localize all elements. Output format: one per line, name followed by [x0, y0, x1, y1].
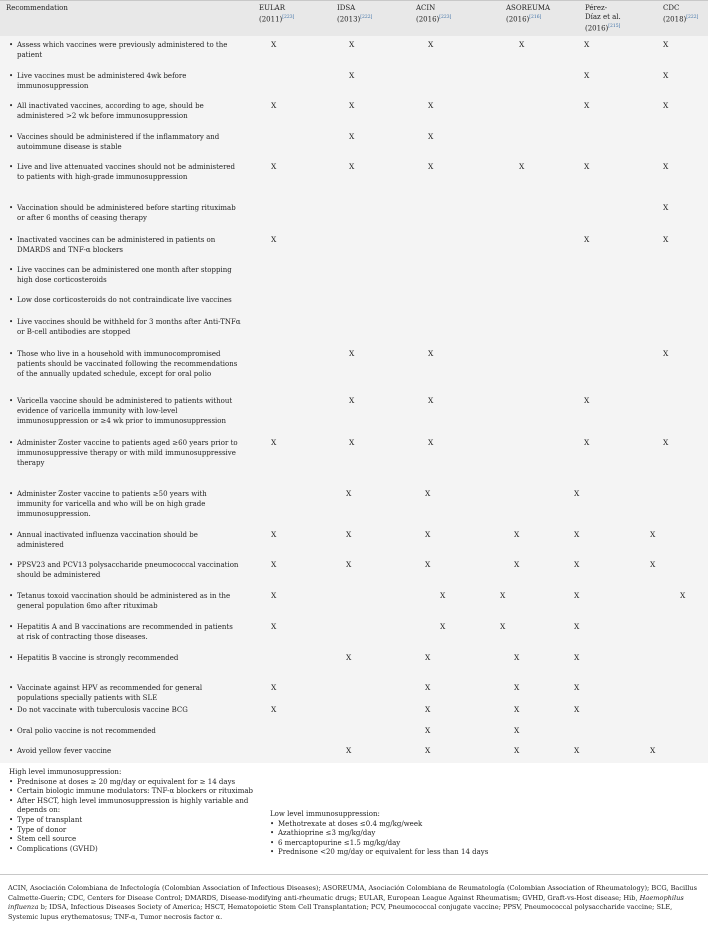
recommendation-text: [9, 71, 241, 91]
recommendation-label: Annual inactivated influenza vaccination should be administered: [17, 531, 198, 549]
footnote: [8, 884, 702, 922]
recommendation-text: [9, 295, 241, 305]
check-mark: X: [425, 683, 431, 692]
check-mark: X: [514, 560, 520, 569]
table-header: [0, 0, 708, 36]
check-mark: X: [425, 726, 431, 735]
bullet-glyph: •: [9, 236, 14, 244]
check-mark: X: [271, 705, 277, 714]
check-mark: X: [663, 438, 669, 447]
check-mark: X: [349, 162, 355, 171]
check-mark: X: [349, 71, 355, 80]
recommendation-label: Inactivated vaccines can be administered in patients on DMARDS and TNF-α blockers: [17, 236, 216, 254]
bullet-glyph: •: [9, 654, 14, 662]
check-mark: X: [271, 40, 277, 49]
check-mark: X: [271, 162, 277, 171]
check-mark: X: [574, 622, 580, 631]
check-mark: X: [349, 349, 355, 358]
table-body: [0, 36, 708, 857]
check-mark: X: [584, 162, 590, 171]
recommendation-text: [9, 101, 241, 121]
check-mark: X: [346, 530, 352, 539]
recommendation-label: Live and live attenuated vaccines should not be administered to patients with high-grade immunosuppression: [17, 163, 236, 181]
high-level-item: • Type of transplant: [9, 816, 259, 826]
check-mark: X: [584, 235, 590, 244]
check-mark: X: [680, 591, 686, 600]
check-mark: X: [574, 591, 580, 600]
high-level-item: • Stem cell source: [9, 835, 259, 845]
check-mark: X: [514, 683, 520, 692]
check-mark: X: [271, 560, 277, 569]
high-level-item: • After HSCT, high level immunosuppression is highly variable and depends on:: [9, 797, 259, 816]
check-mark: X: [346, 560, 352, 569]
recommendation-label: Oral polio vaccine is not recommended: [17, 727, 156, 735]
recommendation-label: Assess which vaccines were previously administered to the patient: [17, 41, 228, 59]
check-mark: X: [271, 622, 277, 631]
check-mark: X: [346, 746, 352, 755]
check-mark: X: [271, 438, 277, 447]
low-level-item: • 6 mercaptopurine ≤1.5 mg/kg/day: [270, 839, 530, 849]
check-mark: X: [519, 40, 525, 49]
check-mark: X: [440, 622, 446, 631]
check-mark: X: [514, 705, 520, 714]
high-level-notes: [9, 768, 259, 854]
recommendation-label: Administer Zoster vaccine to patients ≥50 years with immunity for varicella and who will be on high grade immunosuppression.: [17, 490, 207, 518]
header-cdc: CDC (2018)[222]: [663, 4, 699, 24]
recommendation-label: Live vaccines can be administered one month after stopping high dose corticosteroids: [17, 266, 232, 284]
bullet-glyph: •: [9, 266, 14, 274]
check-mark: X: [574, 489, 580, 498]
check-mark: X: [650, 746, 656, 755]
check-mark: X: [514, 726, 520, 735]
recommendation-text: [9, 622, 241, 642]
check-mark: X: [346, 489, 352, 498]
check-mark: X: [584, 396, 590, 405]
check-mark: X: [663, 101, 669, 110]
check-mark: X: [500, 591, 506, 600]
recommendation-label: Do not vaccinate with tuberculosis vaccine BCG: [17, 706, 188, 714]
check-mark: X: [425, 746, 431, 755]
low-level-title: Low level immunosuppression:: [270, 810, 380, 818]
check-mark: X: [574, 746, 580, 755]
check-mark: X: [428, 438, 434, 447]
check-mark: X: [425, 489, 431, 498]
bullet-glyph: •: [9, 318, 14, 326]
recommendation-label: Administer Zoster vaccine to patients aged ≥60 years prior to immunosuppressive therapy or with mild immunosuppressive therapy: [17, 439, 238, 467]
check-mark: X: [425, 705, 431, 714]
header-idsa: IDSA (2013)[222]: [337, 4, 373, 24]
check-mark: X: [514, 653, 520, 662]
low-level-item: • Azathioprine ≤3 mg/kg/day: [270, 829, 530, 839]
check-mark: X: [584, 40, 590, 49]
check-mark: X: [584, 101, 590, 110]
recommendation-label: Live vaccines must be administered 4wk before immunosuppression: [17, 72, 187, 90]
bullet-glyph: •: [9, 350, 14, 358]
check-mark: X: [574, 560, 580, 569]
check-mark: X: [428, 396, 434, 405]
footnote-rule: [0, 874, 708, 875]
bullet-glyph: •: [9, 163, 14, 171]
recommendation-label: Hepatitis A and B vaccinations are recommended in patients at risk of contracting those diseases.: [17, 623, 233, 641]
check-mark: X: [425, 560, 431, 569]
recommendation-text: [9, 705, 241, 715]
header-eular: EULAR (2011)[223]: [259, 4, 295, 24]
check-mark: X: [574, 705, 580, 714]
bullet-glyph: •: [9, 204, 14, 212]
check-mark: X: [663, 349, 669, 358]
recommendation-text: [9, 683, 241, 703]
recommendation-text: [9, 317, 241, 337]
recommendation-text: [9, 489, 241, 519]
recommendation-label: Vaccines should be administered if the inflammatory and autoimmune disease is stable: [17, 133, 220, 151]
footnote-italic: Haemophilus influenza: [8, 893, 684, 912]
check-mark: X: [519, 162, 525, 171]
footnote-part2: b; IDSA, Infectious Diseases Society of America; HSCT, Hematopoietic Stem Cell Transplantation; PCV, Pneumococcal conjugate vaccine; PPSV, Pneumococcal polysaccharide vaccine; SLE, Systemic lupus erythematosus; TNF-α, Tumor necrosis factor α.: [8, 903, 673, 921]
recommendation-text: [9, 653, 241, 663]
recommendation-text: [9, 349, 241, 379]
recommendation-text: [9, 560, 241, 580]
recommendation-text: [9, 235, 241, 255]
check-mark: X: [271, 683, 277, 692]
bullet-glyph: •: [9, 747, 14, 755]
recommendation-text: [9, 162, 241, 182]
check-mark: X: [663, 71, 669, 80]
bullet-glyph: •: [9, 296, 14, 304]
check-mark: X: [500, 622, 506, 631]
bullet-glyph: •: [9, 684, 14, 692]
footnote-part1: ACIN, Asociación Colombiana de Infectología (Colombian Association of Infectious Diseases); ASOREUMA, Asociación Colombiana de Reumatología (Colombian Association of Rheumatology); BCG, Bacillus Calmette-Guerin; CDC, Centers for Disease Control; DMARDS, Disease-modifying anti-rheumatic drugs; EULAR, European League Against Rheumatism; GVHD, Graft-vs-Host disease; Hib,: [8, 884, 698, 902]
bullet-glyph: •: [9, 439, 14, 447]
check-mark: X: [650, 530, 656, 539]
check-mark: X: [574, 683, 580, 692]
check-mark: X: [349, 40, 355, 49]
check-mark: X: [663, 203, 669, 212]
recommendation-label: Tetanus toxoid vaccination should be administered as in the general population 6mo after rituximab: [17, 592, 231, 610]
header-perez-diaz: Pérez- Díaz et al. (2016)[215]: [585, 4, 621, 33]
recommendation-label: Hepatitis B vaccine is strongly recommended: [17, 654, 179, 662]
recommendation-label: Low dose corticosteroids do not contraindicate live vaccines: [17, 296, 232, 304]
check-mark: X: [650, 560, 656, 569]
bullet-glyph: •: [9, 41, 14, 49]
recommendation-label: All inactivated vaccines, according to age, should be administered >2 wk before immunosuppression: [17, 102, 204, 120]
bullet-glyph: •: [9, 133, 14, 141]
recommendation-text: [9, 132, 241, 152]
recommendation-text: [9, 203, 241, 223]
check-mark: X: [349, 396, 355, 405]
recommendation-label: Those who live in a household with immunocompromised patients should be vaccinated following the recommendations of the annually updated schedule, except for oral polio: [17, 350, 238, 378]
check-mark: X: [663, 162, 669, 171]
check-mark: X: [349, 101, 355, 110]
recommendation-text: [9, 265, 241, 285]
check-mark: X: [349, 132, 355, 141]
check-mark: X: [428, 349, 434, 358]
bullet-glyph: •: [9, 531, 14, 539]
check-mark: X: [349, 438, 355, 447]
bullet-glyph: •: [9, 706, 14, 714]
check-mark: X: [425, 653, 431, 662]
high-level-item: • Prednisone at doses ≥ 20 mg/day or equivalent for ≥ 14 days: [9, 778, 259, 788]
check-mark: X: [574, 653, 580, 662]
check-mark: X: [271, 101, 277, 110]
bullet-glyph: •: [9, 102, 14, 110]
check-mark: X: [584, 71, 590, 80]
header-recommendation: Recommendation: [6, 4, 68, 12]
high-level-item: • Complications (GVHD): [9, 845, 259, 855]
check-mark: X: [428, 101, 434, 110]
check-mark: X: [271, 235, 277, 244]
check-mark: X: [514, 530, 520, 539]
bullet-glyph: •: [9, 561, 14, 569]
bullet-glyph: •: [9, 72, 14, 80]
check-mark: X: [584, 438, 590, 447]
recommendation-text: [9, 396, 241, 426]
recommendation-label: Avoid yellow fever vaccine: [17, 747, 112, 755]
recommendation-label: Varicella vaccine should be administered to patients without evidence of varicella immunity with low-level immunosuppression or ≥4 wk prior to immunosuppression: [17, 397, 233, 425]
recommendation-text: [9, 438, 241, 468]
check-mark: X: [514, 746, 520, 755]
bullet-glyph: •: [9, 490, 14, 498]
check-mark: X: [428, 40, 434, 49]
check-mark: X: [428, 162, 434, 171]
check-mark: X: [574, 530, 580, 539]
high-level-title: High level immunosuppression:: [9, 768, 122, 776]
check-mark: X: [440, 591, 446, 600]
recommendation-label: PPSV23 and PCV13 polysaccharide pneumococcal vaccination should be administered: [17, 561, 239, 579]
check-mark: X: [663, 235, 669, 244]
header-acin: ACIN (2016)[223]: [416, 4, 452, 24]
bullet-glyph: •: [9, 397, 14, 405]
bullet-glyph: •: [9, 727, 14, 735]
recommendation-text: [9, 591, 241, 611]
low-level-item: • Methotrexate at doses ≤0.4 mg/kg/week: [270, 820, 530, 830]
low-level-notes: [270, 810, 530, 858]
recommendation-text: [9, 530, 241, 550]
check-mark: X: [271, 530, 277, 539]
check-mark: X: [346, 653, 352, 662]
recommendation-label: Vaccinate against HPV as recommended for general populations specially patients with SLE: [17, 684, 203, 702]
recommendation-text: [9, 726, 241, 736]
recommendation-label: Live vaccines should be withheld for 3 months after Anti-TNFα or B-cell antibodies are stopped: [17, 318, 241, 336]
recommendation-text: [9, 746, 241, 756]
bullet-glyph: •: [9, 623, 14, 631]
check-mark: X: [663, 40, 669, 49]
header-asoreuma: ASOREUMA (2016)[216]: [506, 4, 551, 24]
recommendation-label: Vaccination should be administered before starting rituximab or after 6 months of ceasing therapy: [17, 204, 236, 222]
high-level-item: • Type of donor: [9, 826, 259, 836]
bullet-glyph: •: [9, 592, 14, 600]
high-level-item: • Certain biologic immune modulators: TNF-α blockers or rituximab: [9, 787, 259, 797]
check-mark: X: [428, 132, 434, 141]
check-mark: X: [425, 530, 431, 539]
header-top-rule: [0, 0, 708, 1]
recommendation-text: [9, 40, 241, 60]
low-level-item: • Prednisone <20 mg/day or equivalent for less than 14 days: [270, 848, 530, 858]
check-mark: X: [271, 591, 277, 600]
